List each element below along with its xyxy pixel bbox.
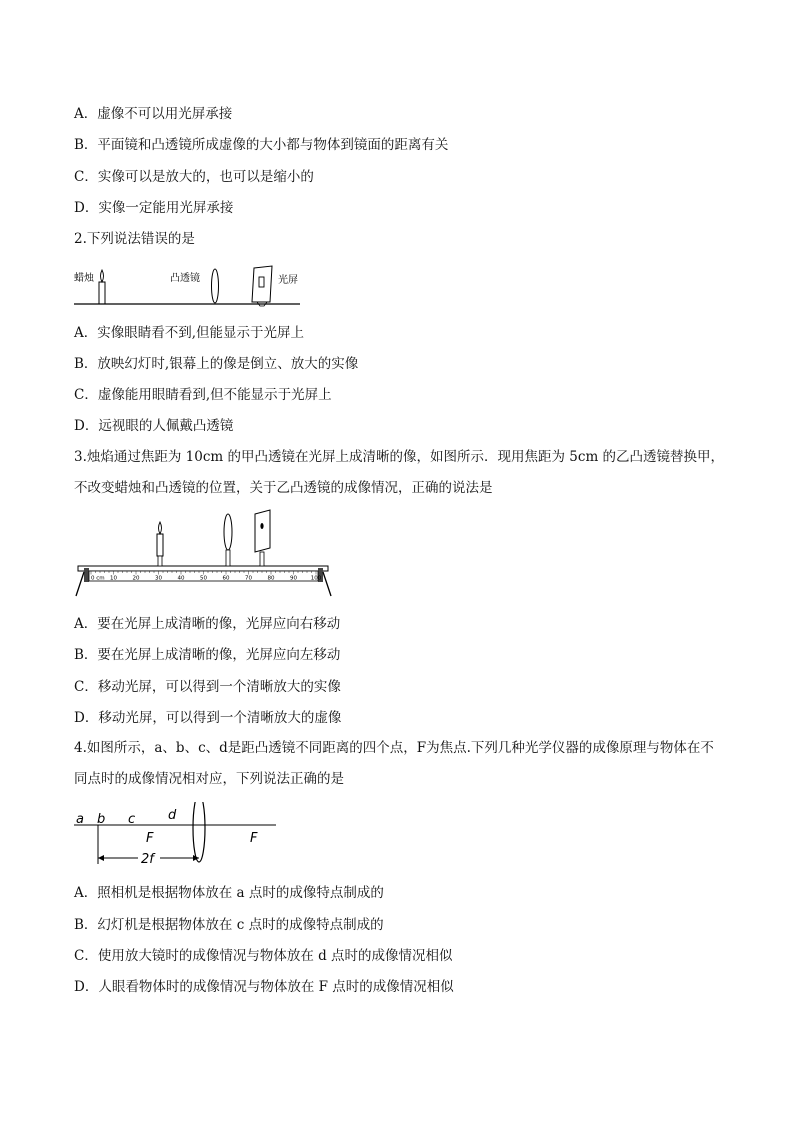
- q4-option-d: D．人眼看物体时的成像情况与物体放在 F 点时的成像情况相似: [74, 979, 454, 995]
- q4-option-c: C．使用放大镜时的成像情况与物体放在 d 点时的成像情况相似: [74, 948, 453, 964]
- q4-option-a: A．照相机是根据物体放在 a 点时的成像特点制成的: [74, 885, 384, 901]
- q4-label-a: a: [76, 812, 84, 827]
- q3-stem-line2: 不改变蜡烛和凸透镜的位置，关于乙凸透镜的成像情况，正确的说法是: [74, 480, 493, 496]
- q3-rail: [78, 566, 328, 571]
- q2-option-b: B．放映幻灯时,银幕上的像是倒立、放大的实像: [74, 356, 359, 372]
- q3-option-a: A．要在光屏上成清晰的像，光屏应向右移动: [74, 616, 341, 632]
- q3-figure: [74, 508, 336, 600]
- q2-figure: [74, 262, 304, 308]
- q3-stem: [74, 442, 724, 504]
- q3-option-c: C．移动光屏，可以得到一个清晰放大的实像: [74, 679, 341, 695]
- q4-stem-line2: 同点时的成像情况相对应，下列说法正确的是: [74, 771, 344, 787]
- q3-rail-end-left: [84, 568, 89, 582]
- q2-option-a: A．实像眼睛看不到,但能显示于光屏上: [74, 325, 305, 341]
- q2-stem: 2.下列说法错误的是: [74, 231, 195, 247]
- q3-leg-left: [76, 572, 84, 596]
- q4-figure: [74, 802, 278, 868]
- q3-option-b: B．要在光屏上成清晰的像，光屏应向左移动: [74, 647, 341, 663]
- q3-tick-70: 70: [245, 575, 252, 582]
- q3-tick-90: 90: [290, 575, 297, 582]
- q1-option-b: B．平面镜和凸透镜所成虚像的大小都与物体到镜面的距离有关: [74, 137, 449, 153]
- q2-option-d: D．远视眼的人佩戴凸透镜: [74, 418, 234, 434]
- q3-tick-50: 50: [200, 575, 207, 582]
- q3-tick-60: 60: [222, 575, 230, 582]
- q3-lens-icon: [224, 514, 232, 566]
- q4-label-f-left: F: [146, 831, 154, 846]
- q3-tick-80: 80: [267, 575, 275, 582]
- q4-label-2f: 2f: [141, 852, 154, 867]
- q3-candle-icon: [157, 522, 163, 566]
- q4-label-b: b: [97, 812, 106, 827]
- q3-tick-10: 10: [110, 575, 117, 582]
- q4-stem-line1: 4.如图所示，a、b、c、d是距凸透镜不同距离的四个点，F为焦点.下列几种光学仪器的成像原理与物体在不: [74, 740, 714, 756]
- q1-option-c: C．实像可以是放大的，也可以是缩小的: [74, 169, 314, 185]
- q3-leg-right: [323, 572, 331, 596]
- q3-stem-line1: 3.烛焰通过焦距为 10cm 的甲凸透镜在光屏上成清晰的像，如图所示．现用焦距为 5cm 的乙凸透镜替换甲，: [74, 449, 725, 465]
- q4-stem: [74, 733, 724, 795]
- q2-candle-icon: [99, 270, 105, 304]
- q2-label-lens: 凸透镜: [170, 273, 200, 284]
- q3-tick-30: 30: [155, 575, 162, 582]
- q4-label-d: d: [168, 808, 177, 823]
- q4-lens-icon: [193, 802, 205, 862]
- q4-label-c: c: [128, 812, 136, 827]
- q2-screen-icon: [252, 266, 272, 306]
- q4-label-f-right: F: [250, 831, 258, 846]
- q1-option-d: D．实像一定能用光屏承接: [74, 200, 234, 216]
- q3-screen-icon: [255, 510, 270, 566]
- q2-label-screen: 光屏: [278, 275, 298, 286]
- q3-ruler-unit: 0 cm: [91, 575, 105, 582]
- q3-tick-20: 20: [132, 575, 140, 582]
- q3-tick-40: 40: [177, 575, 185, 582]
- q2-lens-icon: [212, 269, 219, 303]
- q3-option-d: D．移动光屏，可以得到一个清晰放大的虚像: [74, 710, 342, 726]
- q2-label-candle: 蜡烛: [74, 273, 94, 284]
- q1-option-a: A．虚像不可以用光屏承接: [74, 106, 233, 122]
- q3-tick-100: 100: [310, 575, 322, 582]
- q2-option-c: C．虚像能用眼睛看到,但不能显示于光屏上: [74, 387, 332, 403]
- q4-option-b: B．幻灯机是根据物体放在 c 点时的成像特点制成的: [74, 917, 384, 933]
